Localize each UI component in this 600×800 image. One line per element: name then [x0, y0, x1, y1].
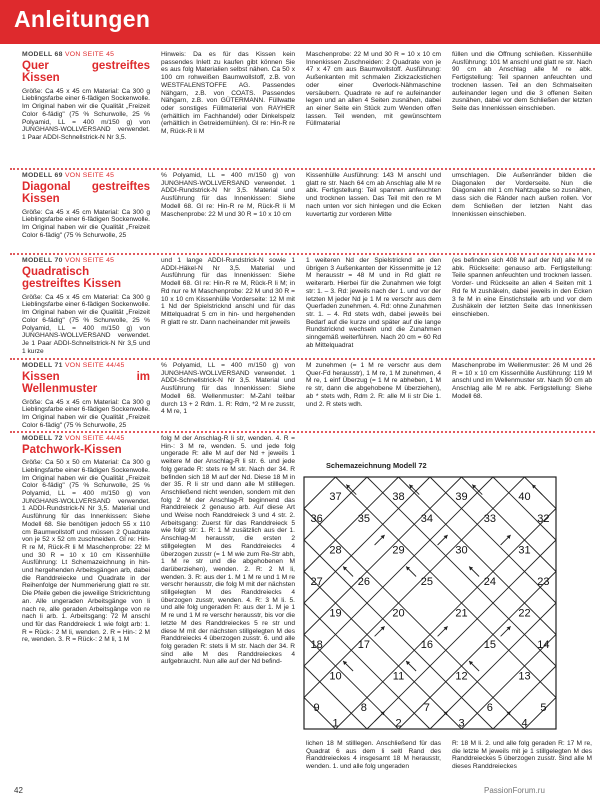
column-1: [22, 172, 150, 240]
diagram-number: 2: [395, 717, 402, 730]
schema-diagram: [296, 471, 566, 737]
instructions-text: füllen und die Öffnung schließen. Kissenhülle Ausführung: 101 M anschl und glatt re str. Nach 90 cm ab Anschlag alle M re abk. Fertigstellung: Teil spannen anfeuchten und trocknen lassen. Teil an den Schmalseiten aufeinander legen und die 3 offenen Seiten zusnähen, dabei vor dem Schließen der letzten Seite das Innenkissen einschieben.: [452, 51, 592, 112]
column-3: [306, 740, 441, 780]
section-modell-70: [10, 257, 595, 355]
diagram-number: 24: [483, 575, 496, 588]
model-label: MODELL 72 VON SEITE 44/45: [22, 435, 125, 442]
diagram-number: 3: [458, 717, 465, 730]
column-4: [452, 172, 592, 218]
column-4: [452, 362, 592, 401]
diagram-number: 39: [455, 490, 468, 503]
instructions-text: M zunehmen (= 1 M re verschr aus dem Quer-Fd herausstr), 1 M re, 1 M zunehmen, 4 M re, 1 einf Überzug (= 1 M re abheben, 1 M re str, dann die abgehobene M überziehen), ab * stets wdh, Rdm 2. R: alle M li str Die 1. und 2. R stets wdh.: [306, 362, 441, 408]
instructions-text: Kissenhülle Ausführung: 143 M anschl und glatt re str. Nach 64 cm ab Anschlag alle M re abk. Fertigstellung: Teil spannen anfeuchten und trocknen lassen. Das Teil mit den re M nach unten vor sich hinlegen und die Ecken kuvertartig zur vorderen Mitte: [306, 172, 441, 218]
diagram-number: 27: [310, 575, 323, 588]
diagram-number: 9: [313, 701, 320, 714]
diagram-number: 31: [518, 544, 531, 557]
diagram-number: 23: [537, 575, 550, 588]
section-modell-68: [10, 51, 595, 166]
section-modell-69: [10, 172, 595, 250]
diagram-number: 20: [392, 607, 405, 620]
model-title: Patchwork-Kissen: [22, 443, 122, 456]
instructions-text: (es befinden sich 408 M auf der Nd) alle M re abk. Rückseite: genauso arb. Fertigstellung: Teile spannen anfeuchten und trocknen lassen. Vorder- und Rückseite an allen 4 Seiten mit 1 Rd fe M zushäkeln, dabei jeweils in den Ecken 3 fe M in eine Einstichstelle arb und vor dem Zushäkeln der letzten Seite das Innenkissen einschieben.: [452, 257, 592, 318]
diagram-number: 34: [420, 512, 433, 525]
diagram-number: 30: [455, 544, 468, 557]
diagram-number: 14: [537, 638, 550, 651]
column-1: [22, 257, 150, 355]
header-divider: [0, 44, 600, 47]
diagram-number: 25: [420, 575, 433, 588]
column-2: [161, 257, 295, 326]
diagram-number: 13: [518, 670, 531, 683]
instructions-text: folg M der Anschlag-R li str, wenden. 4. R = Hin-: 3 M re, wenden. 5. und jede folg ungerade R: alle M auf der Nd + jeweils 1 weitere M der Anschlag-R li str. 6. und jede folg gerade R: stets re M str. Nach der 34. R befinden sich 18 M auf der Nd. Diese 18 M in der 35. R li str und dann alle M stilllegen. Anschließend nicht wenden, sondern mit den folg 2 M der Anschlag-R beginnend das Randdreieck 2 genauso arb. Auf diese Art und Weise noch Randdreieck 3 und 4 str. 2. Arbeitsgang: Zuerst für das Randdreieck 5 wie folgt str: 1. R: 1 M zusätzlich aus der 1. Anschlag-M herausstr, die ersten 2 stillgelegten M des Randdreiecks 4 überzogen zusstr (= 1 M wie zum Re-Str abh, 1 M re str und die abgehobenen M darüberziehen), wenden. 2. R: 2 M li, wenden. 3. R: aus der 1. M 1 M re und 1 M re verschr herausstr, die folg M mit der nächsten stillgelegten M des Randdreiecks 4 überzogen zusstr, wenden. 4. R: 3 M li. 5. und alle folg ungeraden R: aus der 1. M je 1 M re und 1 M re verschr herausstr, bis vor die letzte M des Randdreieckes 5 re str und diese M mit der nächsten stillgelegten M des Randdreiecks 4 überzogen zusstr. 6. und alle folg geraden R: stets li M str. Nach der 34. R sind alle M des Randdreieckes 4 aufgebraucht. Nun alle auf der Nd befind-: [161, 435, 295, 666]
diagram-number: 15: [483, 638, 496, 651]
diagram-number: 12: [455, 670, 468, 683]
diagram-number: 5: [540, 701, 547, 714]
instructions-text: % Polyamid, LL = 400 m/150 g) von JUNGHANS-WOLLVERSAND verwendet. 1 ADDI-Rundstrick-N Nr 3,5. Material und Ausführung für das Innenkissen: Siehe Modell 68. Gl re: Hin-R re M, Rück-R li M Maschenprobe: 22 M und 30 R = 10 x 10 cm: [161, 172, 295, 218]
diagram-number: 37: [329, 490, 342, 503]
diagram-number: 21: [455, 607, 468, 620]
column-3: [306, 51, 441, 128]
model-title: Quer gestreiftes Kissen: [22, 59, 150, 85]
diagram-number: 19: [329, 607, 342, 620]
diagram-number: 11: [392, 670, 405, 683]
column-4: [452, 257, 592, 319]
diagram-number: 35: [357, 512, 370, 525]
diagram-number: 36: [310, 512, 323, 525]
column-1: [22, 435, 150, 780]
model-title: Quadratisch gestreiftes Kissen: [22, 265, 122, 291]
instructions-text: und 1 lange ADDI-Rundstrick-N sowie 1 ADDI-Häkel-N Nr 3,5. Material und Ausführung für das Innenkissen: Siehe Modell 68. Gl re: Hin-R re M, Rück-R li M; in Rd nur re M Maschenprobe: 22 M und 30 R = 10 x 10 cm Kissenhülle Vorderseite: 12 M mit 1 Nd der Spielstricknd anschl und für das Mittelquadrat 5 cm in hin- und hergehenden R glatt re str. Dann nacheinander mit jeweils: [161, 257, 295, 326]
model-title: Diagonal gestreiftes Kissen: [22, 180, 150, 206]
instructions-text: lichen 18 M stilllegen. Anschließend für das Quadrat 6 aus dem li seitl Rand des Randdreieckes 4 insgesamt 18 M herausstr, wenden. 1. und alle folg ungeraden: [306, 740, 441, 771]
column-1: [22, 362, 150, 430]
diagram-number: 17: [357, 638, 370, 651]
diagram-number: 28: [329, 544, 342, 557]
model-label: MODELL 69 VON SEITE 45: [22, 172, 115, 179]
instructions-text: Größe: Ca 50 x 50 cm Material: Ca 300 g Lieblingsfarbe einer 6-fädigen Sockenwolle. Im Original haben wir die Qualität „Freizeit Color 6-fädig" (75 % Schurwolle, 25 % Polyamid, LL = 400 m/150 g) von JUNGHANS-WOLLVERSAND verwendet. 1 ADDI-Rundstrick-N Nr 3,5. Material und Ausführung für das Innenkissen: Siehe Modell 68. Sie benötigen jedoch 55 x 110 cm Baumwollstoff und müssen 2 Quadrate von je 52 x 52 cm zuschneiden. Gl re: Hin-R re M, Rück-R li M Maschenprobe: 22 M und 30 R = 10 x 10 cm Kissenhülle Ausführung: Lt Schemazeichnung in hin- und hergehenden Arbeitsgängen arb, dabei die Randdreiecke und Quadrate in der Reihenfolge der Nummerierung glatt re str. Die Pfeile geben die jeweilige Strickrichtung an. Alle ungeraden Arbeitsgänge von li nach re, alle geraden Arbeitsgänge von re nach li arb. 1. Arbeitsgang: 72 M anschl und für das Randdreieck 1 wie folgt arb: 1. R = Rück-: 2 M li, wenden. 2. R = Hin-: 2 M re, wenden. 3. R = Rück-: 2 M li, 1 M: [22, 459, 150, 644]
watermark: PassionForum.ru: [484, 786, 545, 795]
instructions-text: % Polyamid, LL = 400 m/150 g) von JUNGHANS-WOLLVERSAND verwendet. 1 ADDI-Schnellstrick-N Nr 3,5. Material und Ausführung für das Innenkissen: Siehe Modell 68. Wellenmuster: M-Zahl teilbar durch 13 + 2 Rdm. 1. R: Rdm, *2 M re zusstr, 4 M re, 1: [161, 362, 295, 416]
section-divider: [10, 253, 595, 255]
section-divider: [10, 168, 595, 170]
diagram-number: 8: [360, 701, 367, 714]
page-title: Anleitungen: [14, 6, 151, 32]
page-number: 42: [14, 786, 23, 795]
diagram-number: 4: [521, 717, 528, 730]
instructions-text: Größe: Ca 45 x 45 cm Material: Ca 300 g Lieblingsfarbe einer 6-fädigen Sockenwolle. Im Original haben wir die Qualität „Freizeit Color 6-fädig" (75 % Schurwolle, 25 % Polyamid, LL = 400 m/150 g) von JUNGHANS-WOLLVERSAND verwendet. Je 1 Paar ADDI-Schnellstrick-N Nr 3,5 und 1 kurze: [22, 293, 150, 355]
diagram-number: 32: [537, 512, 550, 525]
column-2: [161, 172, 295, 218]
instructions-text: 1 weiteren Nd der Spielstricknd an den übrigen 3 Außenkanten der Kissenmitte je 12 M herausstr = 48 M und in Rd glatt re weiterarb. Hierbei für die Zunahmen wie folgt str: 1. – 3. Rd: jeweils nach der 1. und vor der letzten M jeder Nd je 1 M re verschr aus dem Querfaden zunehmen. 4. Rd: ohne Zunahmen str. 1. – 4. Rd stets wdh, dabei jeweils bei Bedarf auf die kurze und später auf die lange Rundstricknd wechseln und die Zunahmen sinngemäß weiterführen. Nach 20 cm = 60 Rd ab Mittelquadrat: [306, 257, 441, 349]
instructions-text: R: 18 M li. 2. und alle folg geraden R: 17 M re, die letzte M jeweils mit je 1 stillgelegten M des Randdreieckes 5 überzogen zusstr. Sind alle M dieses Randdreieckes: [452, 740, 592, 771]
diagram-number: 16: [420, 638, 433, 651]
diagram-title: Schemazeichnung Modell 72: [326, 461, 427, 470]
model-label: MODELL 71 VON SEITE 44/45: [22, 362, 125, 369]
column-4: [452, 740, 592, 780]
section-modell-71: [10, 362, 595, 428]
model-title: Kissen im Wellenmuster: [22, 370, 150, 396]
section-divider: [10, 358, 595, 360]
model-label: MODELL 70 VON SEITE 45: [22, 257, 115, 264]
diagram-number: 40: [518, 490, 531, 503]
diagram-number: 29: [392, 544, 405, 557]
diagram-number: 6: [486, 701, 493, 714]
column-2: [161, 435, 295, 780]
instructions-text: Größe: Ca 45 x 45 cm Material: Ca 300 g Lieblingsfarbe einer 6-fädigen Sockenwolle. Im Original haben wir die Qualität „Freizeit Color 6-fädig" (75 % Schurwolle, 25: [22, 398, 150, 429]
instructions-text: umschlagen. Die Außenränder bilden die Diagonalen der Vorderseite. Nun die Diagonalen mit 1 cm Nahtzugabe so zusnähen, dass sich die Ränder nach außen rollen. Vor dem Schließen der letzten Naht das Innenkissen einschieben.: [452, 172, 592, 218]
diagram-number: 38: [392, 490, 405, 503]
diagram-number: 26: [357, 575, 370, 588]
diagram-number: 22: [518, 607, 531, 620]
model-label: MODELL 68 VON SEITE 45: [22, 51, 115, 58]
page-header: [0, 0, 600, 44]
column-2: [161, 362, 295, 416]
instructions-text: Größe: Ca 45 x 45 cm Material: Ca 300 g Lieblingsfarbe einer 6-fädigen Sockenwolle. Im Original haben wir die Qualität „Freizeit Color 6-fädig" (75 % Schurwolle, 25: [22, 208, 150, 239]
diagram-number: 33: [483, 512, 496, 525]
diagram-number: 1: [332, 717, 339, 730]
instructions-text: Hinweis: Da es für das Kissen kein passendes Inlett zu kaufen gibt können Sie es aus folg Materialien selbst nähen. Ca 50 x 100 cm rohweißen Baumwollstoff, z.B. von WESTFALENSTOFFE AG. Passendes Nähgarn, z.B. von COATS. Passendes Nähgarn, z.B. von GÜTERMANN. Füllwatte oder sonstiges Füllmaterial von RAYHER (erhältlich im Fachhandel) oder Dinkelspelz (erhältlich in Getreidemühlen). Gl re: Hin-R re M, Rück-R li M: [161, 51, 295, 136]
column-1: [22, 51, 150, 142]
instructions-text: Maschenprobe: 22 M und 30 R = 10 x 10 cm Innenkissen Zuschneiden: 2 Quadrate von je 47 x 47 cm aus Baumwollstoff. Ausführung: Außenkanten mit schmalen Zickzackstichen oder einer Overlock-Nähmaschine versäubern. Quadrate re auf re aufeinander legen und an allen 4 Seiten zusnähen, dabei an einer Seite ein Stück zum Wenden offen lassen. Teil wenden, mit gewünschtem Füllmaterial: [306, 51, 441, 128]
column-2: [161, 51, 295, 136]
column-3: [306, 172, 441, 218]
section-divider: [10, 431, 595, 433]
diagram-number: 18: [310, 638, 323, 651]
diagram-number: 7: [423, 701, 430, 714]
column-4: [452, 51, 592, 113]
diagram-number: 10: [329, 670, 342, 683]
column-3: [306, 362, 441, 408]
instructions-text: Maschenprobe im Wellenmuster: 26 M und 26 R = 10 x 10 cm Kissenhülle Ausführung: 119 M anschl und im Wellenmuster str. Nach 90 cm ab Anschlag alle M re abk. Fertigstellung: Siehe Modell 68.: [452, 362, 592, 400]
column-3: [306, 257, 441, 349]
instructions-text: Größe: Ca 45 x 45 cm Material: Ca 300 g Lieblingsfarbe einer 6-fädigen Sockenwolle. Im Original haben wir die Qualität „Freizeit Color 6-fädig" (75 % Schurwolle, 25 % Polyamid, LL = 400 m/150 g) von JUNGHANS-WOLLVERSAND verwendet. 1 Paar ADDI-Schnellstrick-N Nr 3,5.: [22, 87, 150, 141]
